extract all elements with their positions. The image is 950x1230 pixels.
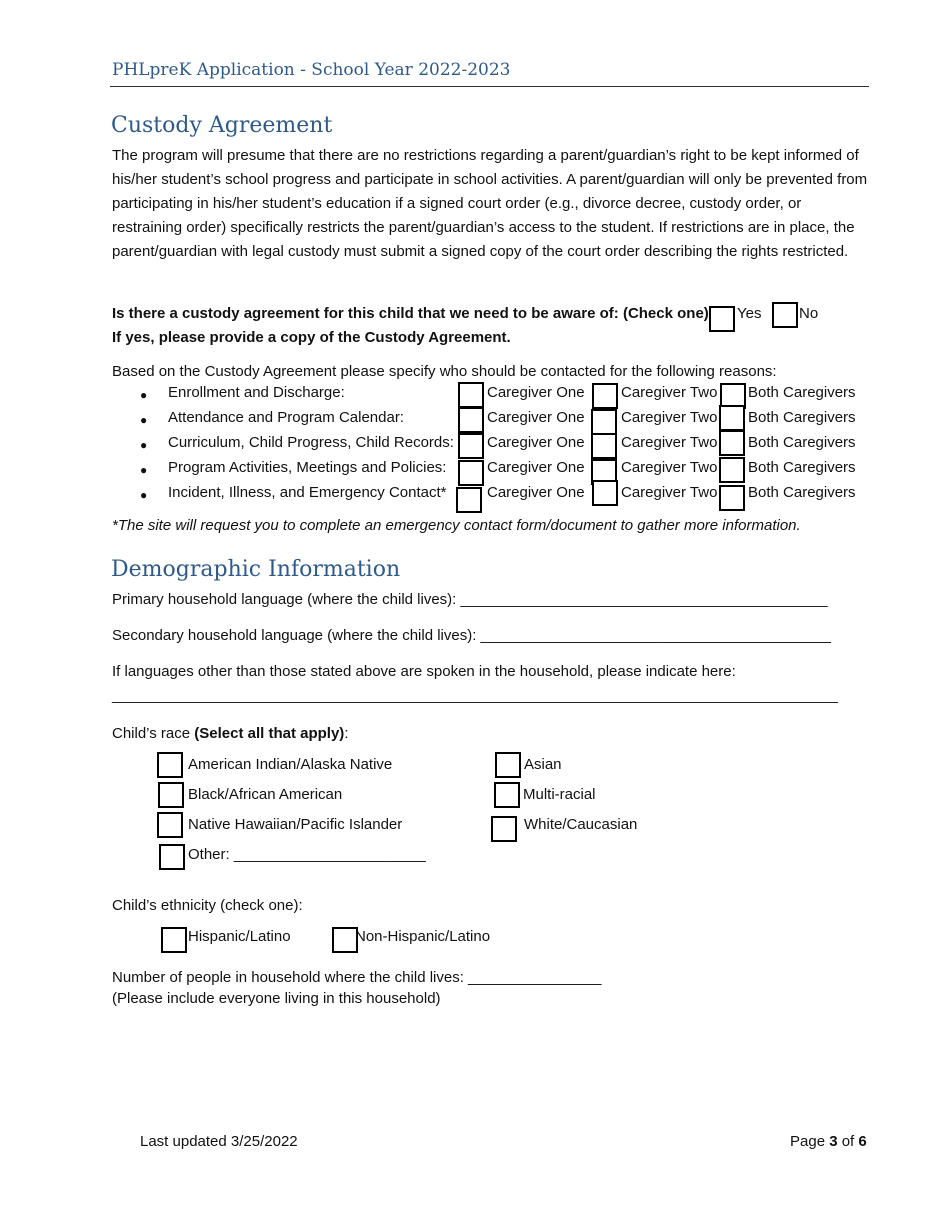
both-caregivers-label: Both Caregivers <box>748 459 856 476</box>
caregiver-two-label: Caregiver Two <box>621 384 718 401</box>
caregiver-two-checkbox[interactable] <box>592 480 618 506</box>
reason-label: Curriculum, Child Progress, Child Records: <box>168 434 454 451</box>
custody-question: Is there a custody agreement for this child that we need to be aware of: (Check one) <box>112 305 709 322</box>
custody-no-label: No <box>799 305 819 322</box>
reason-label: Program Activities, Meetings and Policies: <box>168 459 447 476</box>
caregiver-one-label: Caregiver One <box>487 434 585 451</box>
ethnicity-option-label: Non-Hispanic/Latino <box>355 928 491 945</box>
caregiver-one-checkbox[interactable] <box>456 487 482 513</box>
race-option-label: White/Caucasian <box>524 816 638 833</box>
both-caregivers-label: Both Caregivers <box>748 434 856 451</box>
both-caregivers-checkbox[interactable] <box>719 405 745 431</box>
race-label: Child’s race (Select all that apply): <box>112 725 349 742</box>
caregiver-one-label: Caregiver One <box>487 459 585 476</box>
race-other-field[interactable]: Other: _______________________ <box>188 846 426 863</box>
demographic-section-title: Demographic Information <box>111 557 401 582</box>
household-note: (Please include everyone living in this household) <box>112 990 441 1007</box>
caregiver-one-label: Caregiver One <box>487 409 585 426</box>
caregiver-one-label: Caregiver One <box>487 484 585 501</box>
caregiver-one-checkbox[interactable] <box>458 407 484 433</box>
household-count-field[interactable]: Number of people in household where the child lives: ________________ <box>112 969 602 986</box>
caregiver-two-checkbox[interactable] <box>591 409 617 435</box>
race-option-label: Black/African American <box>188 786 343 803</box>
custody-paragraph: The program will presume that there are no restrictions regarding a parent/guardian’s right to be kept informed of his/her student’s school progress and participate in school activities. A parent/guardian will only be prevented from participating in his/her student’s education if a signed court order (e.g., divorce decree, custody order, or restraining order) specifically restricts the parent/guardian’s access to the student. If restrictions are in place, the parent/guardian with legal custody must submit a signed copy of the court order describing the rights restricted. <box>112 147 868 260</box>
other-languages-field[interactable]: _______________________________________________________________________________________ <box>112 687 838 704</box>
race-black-checkbox[interactable] <box>158 782 184 808</box>
custody-section-title: Custody Agreement <box>111 113 333 138</box>
race-option-label: Asian <box>524 756 562 773</box>
document-header-title: PHLpreK Application - School Year 2022-2023 <box>112 60 511 80</box>
race-asian-checkbox[interactable] <box>495 752 521 778</box>
ethnicity-option-label: Hispanic/Latino <box>188 928 291 945</box>
race-american-indian-checkbox[interactable] <box>157 752 183 778</box>
custody-copy-note: If yes, please provide a copy of the Custody Agreement. <box>112 329 511 346</box>
custody-yes-checkbox[interactable] <box>709 306 735 332</box>
race-option-label: American Indian/Alaska Native <box>188 756 393 773</box>
race-other-checkbox[interactable] <box>159 844 185 870</box>
both-caregivers-label: Both Caregivers <box>748 384 856 401</box>
caregiver-two-checkbox[interactable] <box>591 433 617 459</box>
both-caregivers-checkbox[interactable] <box>719 457 745 483</box>
reason-label: Enrollment and Discharge: <box>168 384 345 401</box>
both-caregivers-checkbox[interactable] <box>719 430 745 456</box>
race-white-checkbox[interactable] <box>491 816 517 842</box>
race-option-label: Native Hawaiian/Pacific Islander <box>188 816 403 833</box>
ethnicity-hispanic-checkbox[interactable] <box>161 927 187 953</box>
caregiver-one-checkbox[interactable] <box>458 460 484 486</box>
caregiver-two-label: Caregiver Two <box>621 409 718 426</box>
race-native-hawaiian-checkbox[interactable] <box>157 812 183 838</box>
both-caregivers-label: Both Caregivers <box>748 409 856 426</box>
bullet-dot: ● <box>140 488 148 502</box>
caregiver-one-checkbox[interactable] <box>458 382 484 408</box>
contact-intro: Based on the Custody Agreement please specify who should be contacted for the following reasons: <box>112 363 777 380</box>
ethnicity-label: Child’s ethnicity (check one): <box>112 897 303 914</box>
both-caregivers-label: Both Caregivers <box>748 484 856 501</box>
reason-label: Attendance and Program Calendar: <box>168 409 404 426</box>
caregiver-two-label: Caregiver Two <box>621 434 718 451</box>
page-number: Page 3 of 6 <box>790 1133 867 1150</box>
both-caregivers-checkbox[interactable] <box>719 485 745 511</box>
bullet-dot: ● <box>140 388 148 402</box>
race-option-label: Multi-racial <box>523 786 596 803</box>
custody-no-checkbox[interactable] <box>772 302 798 328</box>
header-divider <box>110 86 869 87</box>
caregiver-two-checkbox[interactable] <box>592 383 618 409</box>
last-updated: Last updated 3/25/2022 <box>140 1133 298 1150</box>
reason-label: Incident, Illness, and Emergency Contact* <box>168 484 447 501</box>
emergency-footnote: *The site will request you to complete an emergency contact form/document to gather more information. <box>112 517 801 534</box>
caregiver-two-label: Caregiver Two <box>621 459 718 476</box>
caregiver-two-label: Caregiver Two <box>621 484 718 501</box>
race-multiracial-checkbox[interactable] <box>494 782 520 808</box>
secondary-language-field[interactable]: Secondary household language (where the child lives): __________________________________________ <box>112 627 831 644</box>
bullet-dot: ● <box>140 463 148 477</box>
caregiver-one-label: Caregiver One <box>487 384 585 401</box>
bullet-dot: ● <box>140 413 148 427</box>
primary-language-field[interactable]: Primary household language (where the child lives): ____________________________________________ <box>112 591 828 608</box>
other-languages-prompt: If languages other than those stated above are spoken in the household, please indicate here: <box>112 663 736 680</box>
custody-yes-label: Yes <box>737 305 762 322</box>
bullet-dot: ● <box>140 438 148 452</box>
caregiver-one-checkbox[interactable] <box>458 433 484 459</box>
